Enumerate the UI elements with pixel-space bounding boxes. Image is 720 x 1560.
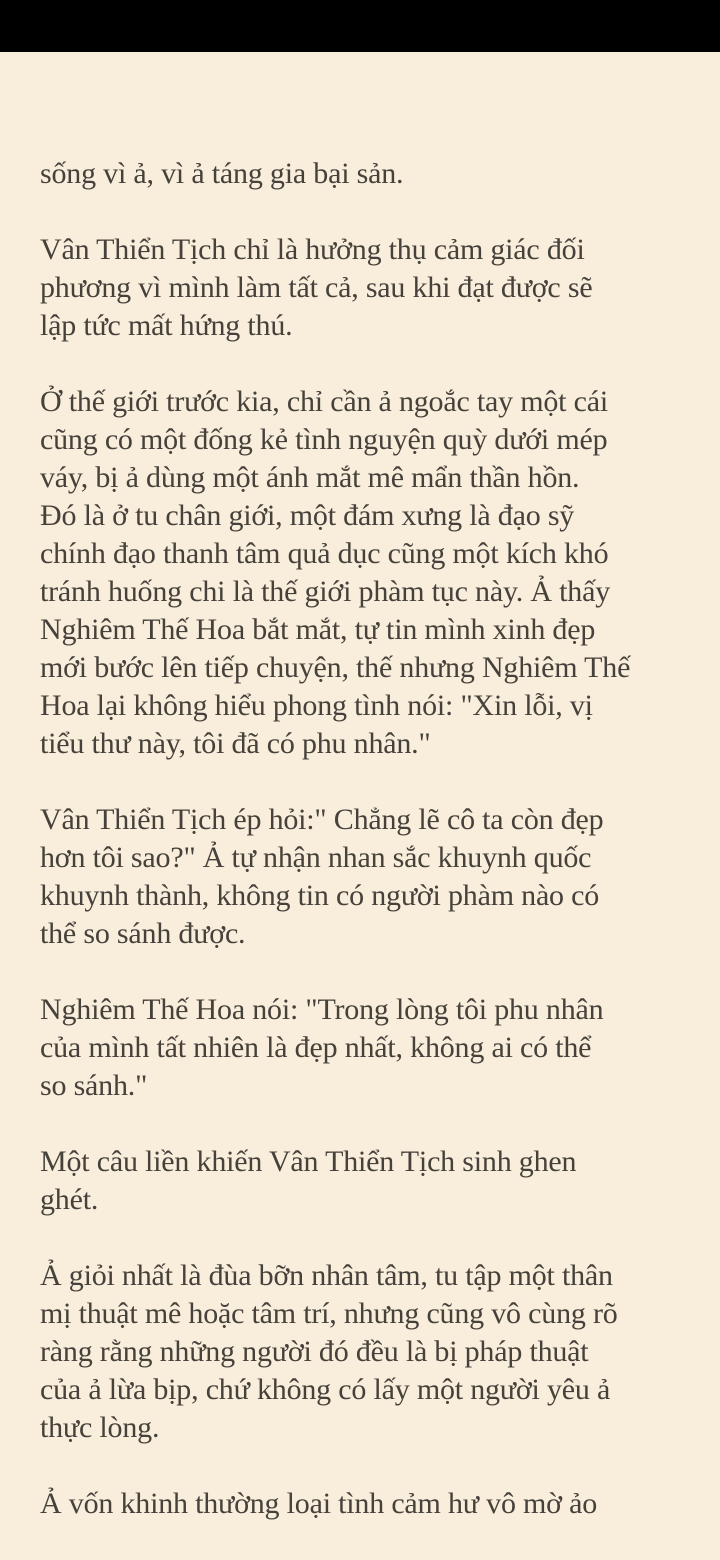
text-line: Nghiêm Thế Hoa nói: "Trong lòng tôi phu nhân	[40, 993, 604, 1026]
text-line: ghét.	[40, 1183, 99, 1216]
text-line: Ở thế giới trước kia, chỉ cần ả ngoắc tay một cái	[40, 385, 608, 418]
paragraph	[40, 383, 690, 763]
paragraph	[40, 1143, 690, 1219]
text-line: mới bước lên tiếp chuyện, thế nhưng Nghiêm Thế	[40, 651, 631, 684]
text-line: phương vì mình làm tất cả, sau khi đạt được sẽ	[40, 271, 593, 304]
text-line: cũng có một đống kẻ tình nguyện quỳ dưới mép	[40, 423, 608, 456]
reader-page[interactable]	[0, 52, 720, 1560]
text-line: khuynh thành, không tin có người phàm nào có	[40, 879, 600, 912]
text-line: Ả vốn khinh thường loại tình cảm hư vô mờ ảo	[40, 1487, 598, 1520]
text-line: của mình tất nhiên là đẹp nhất, không ai có thể	[40, 1031, 592, 1064]
text-line: thể so sánh được.	[40, 917, 246, 950]
text-line: sống vì ả, vì ả táng gia bại sản.	[40, 157, 404, 190]
text-line: hơn tôi sao?" Ả tự nhận nhan sắc khuynh quốc	[40, 841, 592, 874]
paragraph	[40, 801, 690, 953]
text-line: ràng rằng những người đó đều là bị pháp thuật	[40, 1335, 589, 1368]
text-line: Đó là ở tu chân giới, một đám xưng là đạo sỹ	[40, 499, 575, 532]
text-line: váy, bị ả dùng một ánh mắt mê mẩn thần hồn.	[40, 461, 580, 494]
paragraph	[40, 1485, 690, 1523]
paragraph	[40, 155, 690, 193]
text-line: chính đạo thanh tâm quả dục cũng một kích khó	[40, 537, 609, 570]
text-line: Vân Thiển Tịch ép hỏi:" Chẳng lẽ cô ta còn đẹp	[40, 803, 604, 836]
text-line: so sánh."	[40, 1069, 148, 1102]
text-line: mị thuật mê hoặc tâm trí, nhưng cũng vô cùng rõ	[40, 1297, 618, 1330]
text-line: Ả giỏi nhất là đùa bỡn nhân tâm, tu tập một thân	[40, 1259, 613, 1292]
text-line: Một câu liền khiến Vân Thiển Tịch sinh ghen	[40, 1145, 577, 1178]
text-line: Nghiêm Thế Hoa bắt mắt, tự tin mình xinh đẹp	[40, 613, 596, 646]
paragraph	[40, 1257, 690, 1447]
text-line: thực lòng.	[40, 1411, 160, 1444]
status-bar	[0, 0, 720, 52]
text-line: Hoa lại không hiểu phong tình nói: "Xin lỗi, vị	[40, 689, 593, 722]
text-line: tiểu thư này, tôi đã có phu nhân."	[40, 727, 431, 760]
paragraph	[40, 231, 690, 345]
text-line: Vân Thiển Tịch chỉ là hưởng thụ cảm giác đối	[40, 233, 585, 266]
paragraph	[40, 991, 690, 1105]
text-line: của ả lừa bịp, chứ không có lấy một người yêu ả	[40, 1373, 611, 1406]
text-line: tránh huống chi là thế giới phàm tục này. Ả thấy	[40, 575, 611, 608]
text-line: lập tức mất hứng thú.	[40, 309, 293, 342]
